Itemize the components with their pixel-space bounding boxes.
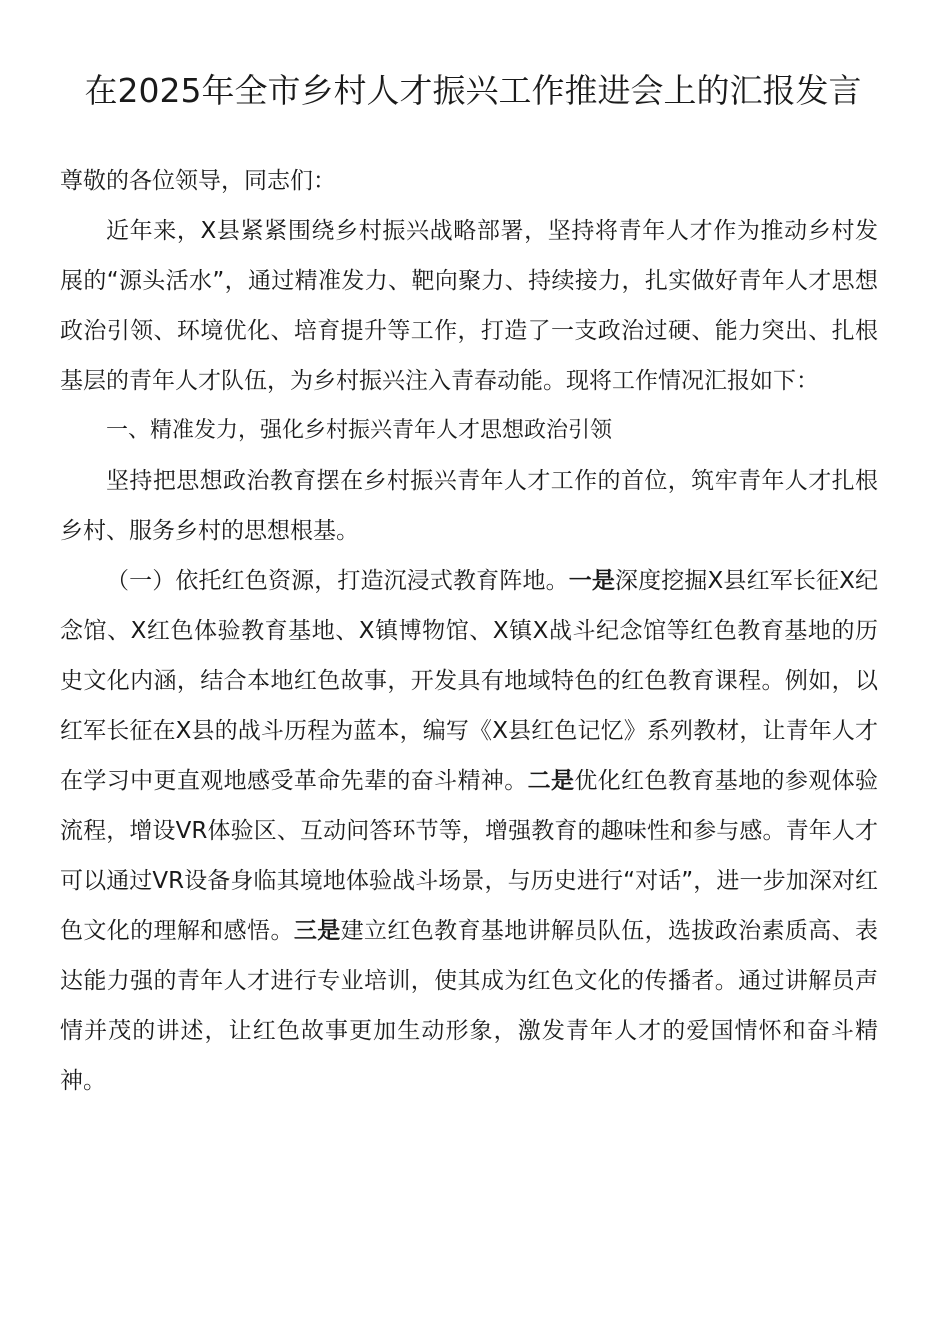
point-3-label: 三是 bbox=[293, 918, 341, 944]
point-3-text: 建立红色教育基地讲解员队伍，选拔政治素质高、表达能力强的青年人才进行专业培训，使其成为红色文化的传播者。通过讲解员声情并茂的讲述，让红色故事更加生动形象，激发青年人才的爱国情怀和奋斗精神。 bbox=[60, 918, 879, 1094]
point-2-text: 优化红色教育基地的参观体验流程，增设VR体验区、互动问答环节等，增强教育的趣味性和参与感。青年人才可以通过VR设备身临其境地体验战斗场景，与历史进行“对话”，进一步加深对红色文化的理解和感悟。 bbox=[60, 768, 879, 944]
subsection-1-paragraph bbox=[60, 556, 878, 1106]
section-1-heading: 一、精准发力，强化乡村振兴青年人才思想政治引领 bbox=[106, 418, 613, 443]
point-2-label: 二是 bbox=[527, 768, 575, 794]
subsection-1-heading: （一）依托红色资源，打造沉浸式教育阵地。 bbox=[106, 568, 569, 594]
salutation: 尊敬的各位领导，同志们： bbox=[60, 168, 336, 194]
point-1-text: 深度挖掘X县红军长征X纪念馆、X红色体验教育基地、X镇博物馆、X镇X战斗纪念馆等红色教育基地的历史文化内涵，结合本地红色故事，开发具有地域特色的红色教育课程。例如，以红军长征在X县的战斗历程为蓝本，编写《X县红色记忆》系列教材，让青年人才在学习中更直观地感受革命先辈的奋斗精神。 bbox=[60, 568, 879, 794]
section-1-lead-paragraph: 坚持把思想政治教育摆在乡村振兴青年人才工作的首位，筑牢青年人才扎根乡村、服务乡村的思想根基。 bbox=[60, 468, 878, 544]
intro-paragraph: 近年来，X县紧紧围绕乡村振兴战略部署，坚持将青年人才作为推动乡村发展的“源头活水”，通过精准发力、靶向聚力、持续接力，扎实做好青年人才思想政治引领、环境优化、培育提升等工作，打造了一支政治过硬、能力突出、扎根基层的青年人才队伍，为乡村振兴注入青春动能。现将工作情况汇报如下： bbox=[60, 218, 878, 394]
document-title: 在2025年全市乡村人才振兴工作推进会上的汇报发言 bbox=[84, 71, 862, 110]
document-body bbox=[60, 156, 878, 1106]
point-1-label: 一是 bbox=[568, 568, 615, 594]
